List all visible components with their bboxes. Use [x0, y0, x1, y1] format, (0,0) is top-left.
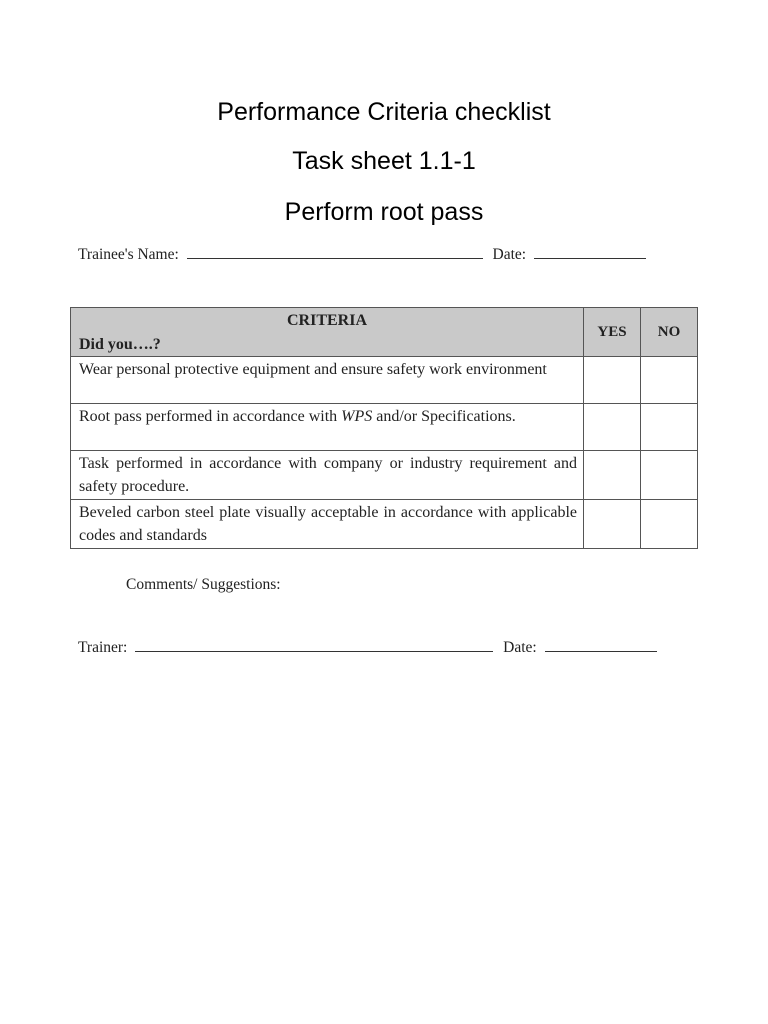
- table-row: [71, 500, 698, 549]
- criteria-text: Beveled carbon steel plate visually acceptable in accordance with applicable codes and standards: [71, 500, 584, 549]
- table-header-row: [71, 308, 698, 357]
- no-checkbox-cell[interactable]: [641, 404, 698, 451]
- criteria-text: Root pass performed in accordance with WPS and/or Specifications.: [71, 404, 584, 451]
- yes-checkbox-cell[interactable]: [584, 357, 641, 404]
- document-title: Performance Criteria checklist: [217, 98, 551, 126]
- trainee-name-label: Trainee's Name:: [78, 246, 179, 263]
- comments-label: Comments/ Suggestions:: [126, 576, 281, 593]
- trainer-name-blank[interactable]: [135, 639, 493, 652]
- criteria-text: Task performed in accordance with company or industry requirement and safety procedure.: [71, 451, 584, 500]
- trainee-date-label: Date:: [492, 246, 527, 263]
- wps-term: WPS: [341, 408, 373, 425]
- trainee-row: [78, 246, 646, 264]
- trainer-row: [78, 639, 657, 657]
- no-checkbox-cell[interactable]: [641, 357, 698, 404]
- criteria-text: Wear personal protective equipment and ensure safety work environment: [71, 357, 584, 404]
- criteria-table: [70, 307, 698, 549]
- yes-checkbox-cell[interactable]: [584, 404, 641, 451]
- trainer-date-blank[interactable]: [545, 639, 657, 652]
- trainee-name-blank[interactable]: [187, 246, 483, 259]
- table-row: [71, 357, 698, 404]
- no-checkbox-cell[interactable]: [641, 500, 698, 549]
- trainee-date-blank[interactable]: [534, 246, 646, 259]
- trainer-label: Trainer:: [78, 639, 128, 656]
- table-row: [71, 404, 698, 451]
- task-sheet-number: Task sheet 1.1-1: [292, 147, 476, 175]
- task-name: Perform root pass: [284, 198, 484, 226]
- no-header: NO: [641, 308, 698, 357]
- criteria-header-cell: [71, 308, 584, 357]
- criteria-header: CRITERIA: [286, 312, 367, 329]
- trainer-date-label: Date:: [503, 639, 537, 656]
- did-you-label: Did you….?: [79, 336, 161, 353]
- no-checkbox-cell[interactable]: [641, 451, 698, 500]
- yes-checkbox-cell[interactable]: [584, 451, 641, 500]
- yes-checkbox-cell[interactable]: [584, 500, 641, 549]
- yes-header: YES: [584, 308, 641, 357]
- table-row: [71, 451, 698, 500]
